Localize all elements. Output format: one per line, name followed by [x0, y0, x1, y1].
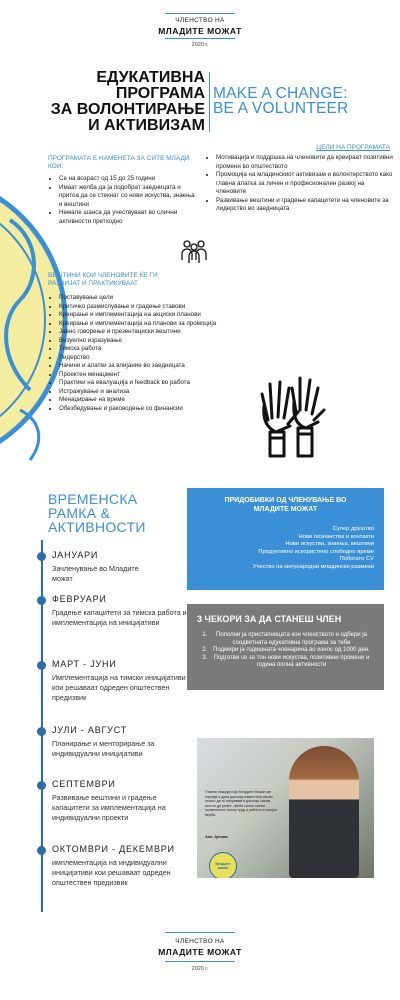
timeline-title-line: ВРЕМЕНСКА	[48, 491, 138, 507]
title-line: ЗА ВОЛОНТИРАЊЕ	[50, 101, 205, 118]
target-label: ПРОГРАМАТА Е НАМЕНЕТА ЗА СИТЕ МЛАДИ КОИ:	[48, 155, 190, 170]
list-item: • Менаџирање на време	[59, 396, 268, 405]
timeline-desc: Зачленување во Младите можат	[52, 564, 139, 583]
list-item: • Креирање и имплементација на акциски планови	[59, 311, 268, 320]
list-item: • Поставување цели	[59, 294, 268, 303]
raised-hands-icon	[256, 372, 328, 460]
list-item: • Развивање вештини и градење капацитети на членовите за лидерство во заедницата	[216, 197, 395, 214]
steps-list	[209, 632, 374, 670]
timeline-desc: имплементација на индивидуални иницијативи кои решаваат одреден општествен предизвик	[52, 858, 171, 887]
list-item: 3. Подготви се за тон нови искуства, позитивни промени и година полна активности	[209, 655, 374, 670]
list-item: • Промоција на младинскиот активизам и волонтерството како главна алатка за личен и професионален развој на членовите	[216, 171, 395, 197]
list-item: • Визуелно изразување	[59, 337, 268, 346]
page-title	[50, 70, 205, 134]
list-item: • Истражување и анализа	[59, 388, 268, 397]
goals-list	[205, 154, 395, 214]
timeline-title	[48, 492, 178, 534]
header-top-line: ЧЛЕНСТВО НА	[175, 17, 225, 24]
benefits-list	[187, 526, 374, 572]
list-item: Побогато CV	[339, 556, 374, 563]
timeline-month: СЕПТЕМВРИ	[52, 779, 116, 789]
timeline-dot	[37, 596, 46, 605]
list-item: • Мотивација и поддршка на членовите да креираат позитивни промени во општеството	[216, 154, 395, 171]
list-item: • Тимска работа	[59, 345, 268, 354]
benefits-title: ПРИДОБИВКИ ОД ЧЛЕНУВАЊЕ ВО МЛАДИТЕ МОЖАТ	[224, 497, 347, 513]
list-item: Учество на меѓународни младински размени	[252, 563, 374, 570]
timeline-desc: Развивање вештини и градење капацитети за имплементација на индивидуални проекти	[52, 793, 166, 822]
footer-year: 2020 г.	[191, 966, 209, 972]
header-rule	[165, 13, 235, 14]
timeline-title-line: РАМКА &	[48, 505, 111, 521]
people-icon	[180, 238, 208, 264]
timeline-dot	[37, 552, 46, 561]
timeline-entry	[52, 844, 187, 888]
timeline-dot	[37, 727, 46, 736]
timeline-dot	[37, 661, 46, 670]
testimonial-name: Ана Јупова	[205, 834, 228, 839]
timeline-month: ЈАНУАРИ	[52, 550, 99, 560]
title-line: ПРОГРАМА	[115, 85, 205, 102]
list-item: • Лидерство	[59, 354, 268, 363]
list-item: • Немале шанса да учествуваат во слични активности претходно	[59, 209, 198, 226]
list-item: • Обезбедување и раководење со финансии	[59, 405, 268, 414]
photo-figure	[289, 746, 359, 878]
title-line: И АКТИВИЗАМ	[88, 117, 205, 134]
list-item: • Начини и алатки за влијание во заедницата	[59, 362, 268, 371]
footer-rule-2	[165, 961, 235, 962]
testimonial-photo	[197, 738, 374, 878]
timeline-entry	[52, 550, 187, 584]
header-rule-2	[165, 38, 235, 39]
english-title-line: MAKE A CHANGE:	[213, 85, 348, 102]
timeline-month: МАРТ - ЈУНИ	[52, 659, 117, 669]
timeline-desc: Градење капацитети за тимска работа и имплементација на иницијативи	[52, 608, 187, 627]
list-item: 2. Подмири ја годишната членарина во износ од 1000 ден.	[209, 647, 374, 655]
list-item: Нови познанства и контакти	[298, 533, 374, 540]
list-item: 1. Пополни ја пристапницата кон членството и одбери ја соодветната едукативна програма за тебе	[209, 632, 374, 647]
list-item: • Јавно говорење и презентациски вештини	[59, 328, 268, 337]
header-year: 2020 г.	[191, 42, 209, 48]
skills-label: ВЕШТИНИ КОИ ЧЛЕНОВИТЕ ЌЕ ГИ РАЗВИЈАТ И ПРАКТИКУВААТ	[48, 272, 158, 287]
list-item: Нови искуства, знаења, вештини	[285, 541, 374, 548]
title-divider	[209, 72, 210, 132]
steps-panel	[187, 604, 384, 690]
timeline-month: ОКТОМВРИ - ДЕКЕМВРИ	[52, 844, 175, 854]
timeline-month: ФЕВРУАРИ	[52, 594, 107, 604]
target-list	[48, 175, 198, 226]
brand-badge	[209, 852, 237, 878]
goals-label: ЦЕЛИ НА ПРОГРАМАТА	[316, 144, 390, 151]
list-item: • Се на возраст од 15 до 25 години	[59, 175, 198, 184]
header-brand: МЛАДИТЕ МОЖАТ	[158, 26, 242, 36]
timeline-entry	[52, 594, 187, 628]
footer-top-line: ЧЛЕНСТВО НА	[175, 938, 225, 945]
list-item: Продуктивно искористено слободно време	[258, 548, 374, 555]
footer-brand: МЛАДИТЕ МОЖАТ	[158, 947, 242, 957]
timeline-entry	[52, 659, 187, 703]
english-title	[213, 86, 393, 116]
timeline-title-line: АКТИВНОСТИ	[48, 519, 146, 535]
badge-text: Младите можат	[215, 862, 231, 870]
timeline-desc: Планирање и менторирање за индивидуални иницијативи	[52, 739, 155, 758]
list-item: • Имаат желба да ја подобрат заедницата и притоа да се стекнат со нови искуства, знаења и вештини	[59, 184, 198, 210]
list-item: • Критичко размислување и градење ставови	[59, 303, 268, 312]
benefits-panel	[187, 488, 384, 590]
english-title-line: BE A VOLUNTEER	[213, 100, 349, 117]
list-item: • Практики на евалуација и feedback во работа	[59, 379, 268, 388]
timeline-dot	[37, 846, 46, 855]
skills-list	[48, 294, 268, 413]
footer-rule	[165, 932, 235, 933]
testimonial-quote: Главна лекција која Младите Можат ме научија е дека доколку навистина сакам нешто да го направам и доколку сакам истото да успее, треба силно силно посветеност, многу труд и работа и сокојно верба.	[205, 790, 277, 817]
list-item: • Проектен менаџмент	[59, 371, 268, 380]
timeline-entry	[52, 779, 187, 823]
timeline-desc: Имплементација на тимски иницијативи кои решаваат одреден општествен предизвик	[52, 673, 186, 702]
list-item: Супер друштво	[332, 526, 374, 532]
list-item: • Креирање и имплементација на планови за промоција	[59, 320, 268, 329]
steps-title: 3 ЧЕКОРИ ЗА ДА СТАНЕШ ЧЛЕН	[197, 614, 342, 624]
timeline-month: ЈУЛИ - АВГУСТ	[52, 725, 127, 735]
title-line: ЕДУКАТИВНА	[96, 69, 205, 86]
timeline-entry	[52, 725, 187, 759]
timeline-dot	[37, 781, 46, 790]
